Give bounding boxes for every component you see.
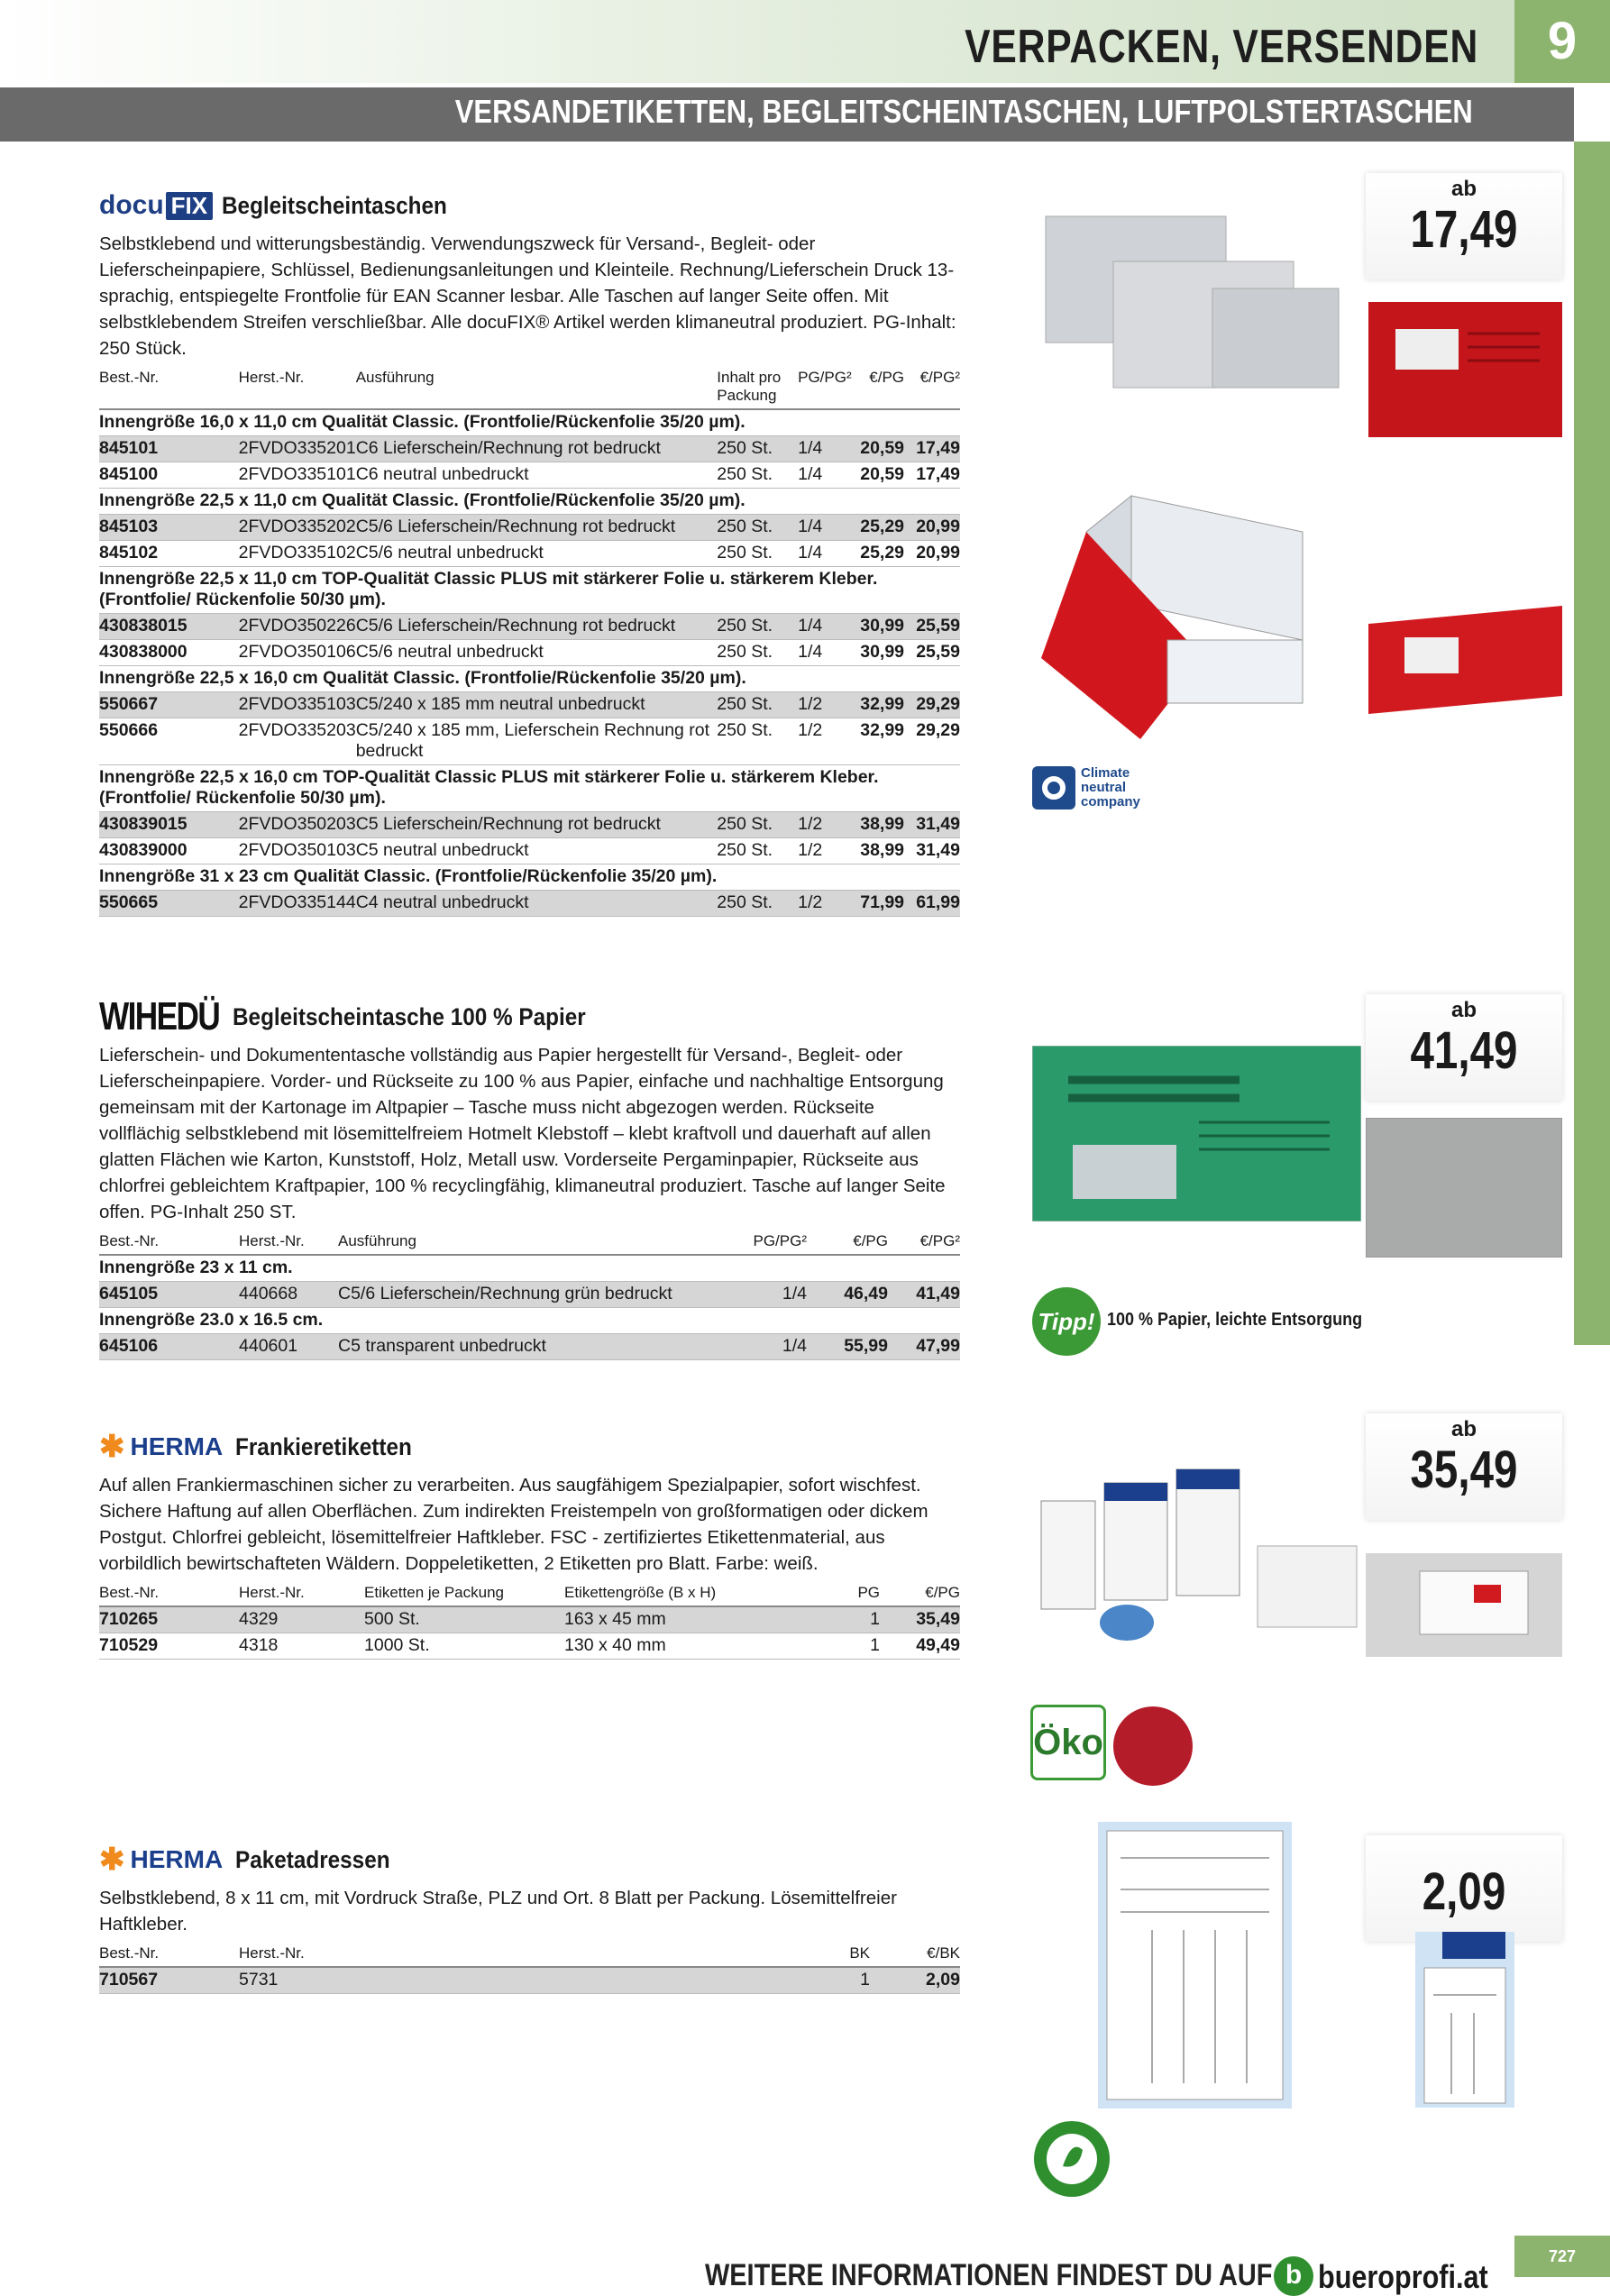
section-wihedu — [99, 994, 960, 1360]
table-cell: 1/2 — [798, 692, 852, 718]
table-row — [99, 838, 960, 864]
table-cell: 47,99 — [888, 1334, 960, 1360]
dispenser-box-image — [1032, 478, 1312, 748]
table-cell: 250 St. — [717, 640, 798, 666]
table-cell: C4 neutral unbedruckt — [356, 891, 718, 917]
table-cell: 4318 — [239, 1633, 364, 1660]
group-label: Innengröße 16,0 x 11,0 cm Qualität Classic. (Frontfolie/Rückenfolie 35/20 µm). — [99, 409, 960, 436]
climate-neutral-badge — [1032, 766, 1158, 847]
group-row — [99, 567, 960, 614]
table-cell: 25,59 — [904, 614, 960, 640]
table-cell: 845100 — [99, 462, 239, 489]
parcel-label-sheet-image — [1098, 1822, 1292, 2108]
climate-line-1: Climate — [1081, 765, 1130, 781]
table-cell: C5/6 Lieferschein/Rechnung rot bedruckt — [356, 515, 718, 541]
price-box-herma-paket — [1366, 1835, 1562, 1942]
subheader-title: VERSANDETIKETTEN, BEGLEITSCHEINTASCHEN, LUFTPOLSTERTASCHEN — [455, 93, 1473, 130]
price-prefix: ab — [1450, 1417, 1477, 1441]
col-best-nr: Best.-Nr. — [99, 1582, 239, 1606]
table-cell: 35,49 — [880, 1606, 960, 1633]
section-herma-paket — [99, 1842, 960, 1994]
parcel-label-pack-image — [1415, 1932, 1514, 2108]
section-herma-frankier — [99, 1429, 960, 1660]
chapter-number: 9 — [1514, 0, 1610, 83]
table-cell: C5/6 neutral unbedruckt — [356, 640, 718, 666]
table-cell: C5 Lieferschein/Rechnung rot bedruckt — [356, 812, 718, 838]
table-cell: 20,59 — [852, 436, 904, 462]
section-title: Frankieretiketten — [235, 1432, 413, 1460]
section-docufix — [99, 188, 960, 917]
group-row — [99, 489, 960, 515]
table-row — [99, 614, 960, 640]
group-label: Innengröße 22,5 x 16,0 cm Qualität Classic. (Frontfolie/Rückenfolie 35/20 µm). — [99, 666, 960, 692]
table-cell: 20,59 — [852, 462, 904, 489]
table-cell: C5/6 neutral unbedruckt — [356, 541, 718, 567]
table-cell: C5 neutral unbedruckt — [356, 838, 718, 864]
table-cell: 2FVDO350103 — [239, 838, 356, 864]
page-number: 727 — [1514, 2236, 1610, 2277]
col-best-nr: Best.-Nr. — [99, 1230, 239, 1255]
red-pouch-image — [1368, 302, 1562, 437]
table-cell: 49,49 — [880, 1633, 960, 1660]
col-etiketten: Etiketten je Packung — [364, 1582, 564, 1606]
table-cell: 1/2 — [798, 891, 852, 917]
table-cell: 710529 — [99, 1633, 239, 1660]
col-herst-nr: Herst.-Nr. — [239, 367, 356, 409]
table-cell: 2FVDO350226 — [239, 614, 356, 640]
col-eur-pg2: €/PG² — [904, 367, 960, 409]
col-pg: PG — [799, 1582, 880, 1606]
table-cell: 2FVDO335102 — [239, 541, 356, 567]
col-pg-pg2: PG/PG² — [753, 1230, 807, 1255]
herma-star-icon: ✱ — [99, 1843, 125, 1877]
side-accent-bar — [1574, 142, 1610, 1345]
table-cell: 250 St. — [717, 614, 798, 640]
table-cell: C5/240 x 185 mm, Lieferschein Rechnung rot bedruckt — [356, 718, 718, 765]
table-cell: 41,49 — [888, 1282, 960, 1308]
section-description: Lieferschein- und Dokumententasche vollständig aus Papier hergestellt für Versand-, Begleit- oder Lieferscheinpapiere. Vorder- und Rückseite zu 100 % aus Papier, einfache und nachhaltige Entsorgung gemeinsam mit der Kartonage im Altpapier – Tasche muss nicht abgezogen werden. Rückseite vollflächig selbstklebend mit lösemittelfreiem Hotmelt Klebstoff – klebt kraftvoll und dauerhaft auf allen glatten Flächen wie Karton, Kunststoff, Holz, Metall usw. Vorderseite Pergaminpapier, Rückseite aus chlorfrei gebleichtem Kraftpapier, 100 % recyclingfähig, klimaneutral produziert. Tasche auf langer Seite offen. PG-Inhalt 250 ST. — [99, 1045, 946, 1222]
herma-logo: ✱ HERMA — [99, 1430, 224, 1464]
table-cell: 440601 — [239, 1334, 338, 1360]
table-cell: 645105 — [99, 1282, 239, 1308]
col-ausfuehrung: Ausführung — [356, 367, 718, 409]
table-cell: 250 St. — [717, 838, 798, 864]
table-cell: 1000 St. — [364, 1633, 564, 1660]
col-inhalt: Inhalt pro Packung — [717, 367, 798, 409]
group-label: Innengröße 23 x 11 cm. — [99, 1255, 960, 1282]
section-title: Begleitscheintasche 100 % Papier — [233, 1002, 586, 1030]
page-title: VERPACKEN, VERSENDEN — [964, 21, 1478, 73]
table-cell: 1/4 — [798, 640, 852, 666]
table-cell: 1/4 — [798, 515, 852, 541]
table-cell: 645106 — [99, 1334, 239, 1360]
table-cell: 1/4 — [798, 614, 852, 640]
table-cell: 25,29 — [852, 541, 904, 567]
table-cell: 710265 — [99, 1606, 239, 1633]
table-cell: C5 transparent unbedruckt — [338, 1334, 753, 1360]
herma-star-icon: ✱ — [99, 1430, 125, 1464]
section-title: Paketadressen — [235, 1845, 390, 1873]
table-cell: 55,99 — [807, 1334, 888, 1360]
table-row — [99, 718, 960, 765]
label-boxes-image — [1032, 1465, 1361, 1645]
section-title: Begleitscheintaschen — [222, 191, 447, 219]
climate-line-3: company — [1081, 794, 1140, 810]
table-row — [99, 515, 960, 541]
table-cell: 250 St. — [717, 541, 798, 567]
product-table-herma-paket — [99, 1943, 960, 1994]
table-row — [99, 1282, 960, 1308]
group-row — [99, 409, 960, 436]
table-cell: 500 St. — [364, 1606, 564, 1633]
table-row — [99, 1334, 960, 1360]
table-cell: 1 — [799, 1633, 880, 1660]
climate-line-2: neutral — [1081, 780, 1127, 795]
footer-text: WEITERE INFORMATIONEN FINDEST DU AUF — [705, 2258, 1273, 2292]
group-label: Innengröße 22,5 x 16,0 cm TOP-Qualität Classic PLUS mit stärkerer Folie u. stärkerem Kleber. (Frontfolie/ Rückenfolie 50/30 µm). — [99, 765, 960, 812]
table-cell: 46,49 — [807, 1282, 888, 1308]
table-row — [99, 462, 960, 489]
col-bk: BK — [780, 1943, 870, 1967]
price-value: 41,49 — [1410, 1021, 1518, 1080]
product-table-herma-frankier — [99, 1582, 960, 1660]
table-cell: 71,99 — [852, 891, 904, 917]
table-cell: 1/4 — [798, 541, 852, 567]
table-cell: 2FVDO335201 — [239, 436, 356, 462]
wihedu-logo: WIHEDÜ — [99, 994, 220, 1038]
table-cell: 163 x 45 mm — [564, 1606, 799, 1633]
tipp-badge: Tipp! — [1032, 1287, 1101, 1356]
table-cell: 250 St. — [717, 718, 798, 765]
table-cell: 2FVDO350203 — [239, 812, 356, 838]
table-cell: C5/6 Lieferschein/Rechnung grün bedruckt — [338, 1282, 753, 1308]
table-cell: 250 St. — [717, 436, 798, 462]
oeko-badge: Öko — [1030, 1705, 1106, 1780]
table-cell: 25,59 — [904, 640, 960, 666]
table-cell: 2FVDO350106 — [239, 640, 356, 666]
table-row — [99, 640, 960, 666]
table-cell: 38,99 — [852, 812, 904, 838]
table-cell: 2FVDO335144 — [239, 891, 356, 917]
subheader-band — [0, 87, 1574, 142]
group-row — [99, 864, 960, 891]
table-cell: 2,09 — [870, 1967, 960, 1994]
group-row — [99, 765, 960, 812]
col-best-nr: Best.-Nr. — [99, 367, 239, 409]
table-cell: 250 St. — [717, 812, 798, 838]
transparent-pouches-image — [1041, 198, 1357, 406]
docufix-logo: docu FIX — [99, 190, 213, 221]
table-cell: 250 St. — [717, 515, 798, 541]
section-description: Selbstklebend und witterungsbeständig. Verwendungszweck für Versand-, Begleit- oder Lieferscheinpapiere, Schlüssel, Bedienungsanleitungen und Kleinteile. Rechnung/Lieferschein Druck 13-sprachig, entspiegelte Frontfolie für EAN Scanner lesbar. Alle Taschen auf langer Seite offen. Mit selbstklebendem Streifen verschließbar. Alle docuFIX® Artikel werden klimaneutral produziert. PG-Inhalt: 250 Stück. — [99, 233, 956, 359]
table-cell: 17,49 — [904, 462, 960, 489]
green-paper-pouch-image — [1032, 1046, 1361, 1221]
section-description: Selbstklebend, 8 x 11 cm, mit Vordruck Straße, PLZ und Ort. 8 Blatt per Packung. Lösemittelfreier Haftkleber. — [99, 1888, 897, 1935]
group-label: Innengröße 23.0 x 16.5 cm. — [99, 1308, 960, 1334]
col-herst-nr: Herst.-Nr. — [239, 1943, 780, 1967]
product-table-docufix — [99, 367, 960, 917]
table-cell: 2FVDO335103 — [239, 692, 356, 718]
table-cell: 1 — [799, 1606, 880, 1633]
table-row — [99, 1633, 960, 1660]
table-cell: 130 x 40 mm — [564, 1633, 799, 1660]
group-label: Innengröße 31 x 23 cm Qualität Classic. (Frontfolie/Rückenfolie 35/20 µm). — [99, 864, 960, 891]
table-cell: 5731 — [239, 1967, 780, 1994]
table-cell: 430839015 — [99, 812, 239, 838]
price-value: 2,09 — [1422, 1862, 1506, 1921]
table-cell: 20,99 — [904, 541, 960, 567]
col-eur-pg: €/PG — [852, 367, 904, 409]
table-cell: 61,99 — [904, 891, 960, 917]
section-description: Auf allen Frankiermaschinen sicher zu verarbeiten. Aus saugfähigem Spezialpapier, sofort wischfest. Sichere Haftung auf allen Oberflächen. Zum indirekten Freistempeln von großformatigen oder dickem Postgut. Chlorfrei gebleicht, lösemittelfreier Haftkleber. FSC - zertifiziertes Etikettenmaterial, aus vorbildlich bewirtschafteten Wäldern. Doppeletiketten, 2 Etiketten pro Blatt. Farbe: weiß. — [99, 1475, 928, 1574]
table-row — [99, 692, 960, 718]
table-cell: 29,29 — [904, 692, 960, 718]
table-cell: 4329 — [239, 1606, 364, 1633]
col-groesse: Etikettengröße (B x H) — [564, 1582, 799, 1606]
col-pg-pg2: PG/PG² — [798, 367, 852, 409]
table-cell: 2FVDO335202 — [239, 515, 356, 541]
table-cell: 31,49 — [904, 838, 960, 864]
table-cell: 430838015 — [99, 614, 239, 640]
col-eur-pg2: €/PG² — [888, 1230, 960, 1255]
table-cell: 710567 — [99, 1967, 239, 1994]
price-value: 17,49 — [1410, 200, 1518, 259]
table-cell: 32,99 — [852, 718, 904, 765]
price-prefix: ab — [1450, 177, 1477, 201]
table-cell: 1/4 — [798, 462, 852, 489]
table-cell: 31,49 — [904, 812, 960, 838]
herma-logo: ✱ HERMA — [99, 1843, 224, 1877]
table-cell: 430838000 — [99, 640, 239, 666]
col-eur-pg: €/PG — [807, 1230, 888, 1255]
table-row — [99, 891, 960, 917]
table-cell: 32,99 — [852, 692, 904, 718]
table-cell: 2FVDO335101 — [239, 462, 356, 489]
footer-domain-link[interactable]: bueroprofi.at — [1318, 2258, 1488, 2295]
table-row — [99, 436, 960, 462]
group-row — [99, 1255, 960, 1282]
table-cell: 30,99 — [852, 640, 904, 666]
tipp-text: 100 % Papier, leichte Entsorgung — [1107, 1310, 1363, 1330]
price-prefix: ab — [1450, 998, 1477, 1022]
product-table-wihedu — [99, 1230, 960, 1360]
table-cell: C6 Lieferschein/Rechnung rot bedruckt — [356, 436, 718, 462]
table-cell: 1/2 — [798, 718, 852, 765]
table-row — [99, 1967, 960, 1994]
col-eur-bk: €/BK — [870, 1943, 960, 1967]
group-label: Innengröße 22,5 x 11,0 cm TOP-Qualität Classic PLUS mit stärkerer Folie u. stärkerem Kleber. (Frontfolie/ Rückenfolie 50/30 µm). — [99, 567, 960, 614]
table-cell: 845102 — [99, 541, 239, 567]
solvent-free-badge — [1032, 2119, 1111, 2199]
col-ausfuehrung: Ausführung — [338, 1230, 753, 1255]
seal-badge — [1113, 1706, 1193, 1786]
table-row — [99, 1606, 960, 1633]
price-box-wihedu — [1366, 994, 1562, 1101]
table-cell: 1/4 — [798, 436, 852, 462]
table-cell: 550667 — [99, 692, 239, 718]
table-cell: 30,99 — [852, 614, 904, 640]
table-cell: 38,99 — [852, 838, 904, 864]
table-cell: C6 neutral unbedruckt — [356, 462, 718, 489]
table-cell: 440668 — [239, 1282, 338, 1308]
bueroprofi-logo-icon: b — [1274, 2256, 1313, 2296]
table-cell: 250 St. — [717, 692, 798, 718]
table-cell: 250 St. — [717, 462, 798, 489]
table-cell: 845101 — [99, 436, 239, 462]
group-label: Innengröße 22,5 x 11,0 cm Qualität Classic. (Frontfolie/Rückenfolie 35/20 µm). — [99, 489, 960, 515]
table-cell: 250 St. — [717, 891, 798, 917]
transparent-paper-pouch-image — [1366, 1118, 1562, 1258]
price-box-herma-frankier — [1366, 1413, 1562, 1520]
col-best-nr: Best.-Nr. — [99, 1943, 239, 1967]
group-row — [99, 666, 960, 692]
table-cell: 1 — [780, 1967, 870, 1994]
group-row — [99, 1308, 960, 1334]
table-cell: 29,29 — [904, 718, 960, 765]
price-box-docufix — [1366, 173, 1562, 279]
table-cell: 2FVDO335203 — [239, 718, 356, 765]
table-row — [99, 812, 960, 838]
table-row — [99, 541, 960, 567]
table-cell: 430839000 — [99, 838, 239, 864]
table-cell: 550666 — [99, 718, 239, 765]
red-pouch-image-2 — [1368, 606, 1562, 714]
table-cell: 1/4 — [753, 1334, 807, 1360]
table-cell: 1/2 — [798, 812, 852, 838]
table-cell: C5/240 x 185 mm neutral unbedruckt — [356, 692, 718, 718]
table-cell: 20,99 — [904, 515, 960, 541]
table-cell: 1/4 — [753, 1282, 807, 1308]
table-cell: 1/2 — [798, 838, 852, 864]
table-cell: 25,29 — [852, 515, 904, 541]
label-usage-image — [1366, 1553, 1562, 1657]
col-eur-pg: €/PG — [880, 1582, 960, 1606]
table-cell: C5/6 Lieferschein/Rechnung rot bedruckt — [356, 614, 718, 640]
col-herst-nr: Herst.-Nr. — [239, 1582, 364, 1606]
price-value: 35,49 — [1410, 1441, 1518, 1499]
col-herst-nr: Herst.-Nr. — [239, 1230, 338, 1255]
table-cell: 550665 — [99, 891, 239, 917]
table-cell: 17,49 — [904, 436, 960, 462]
table-cell: 845103 — [99, 515, 239, 541]
